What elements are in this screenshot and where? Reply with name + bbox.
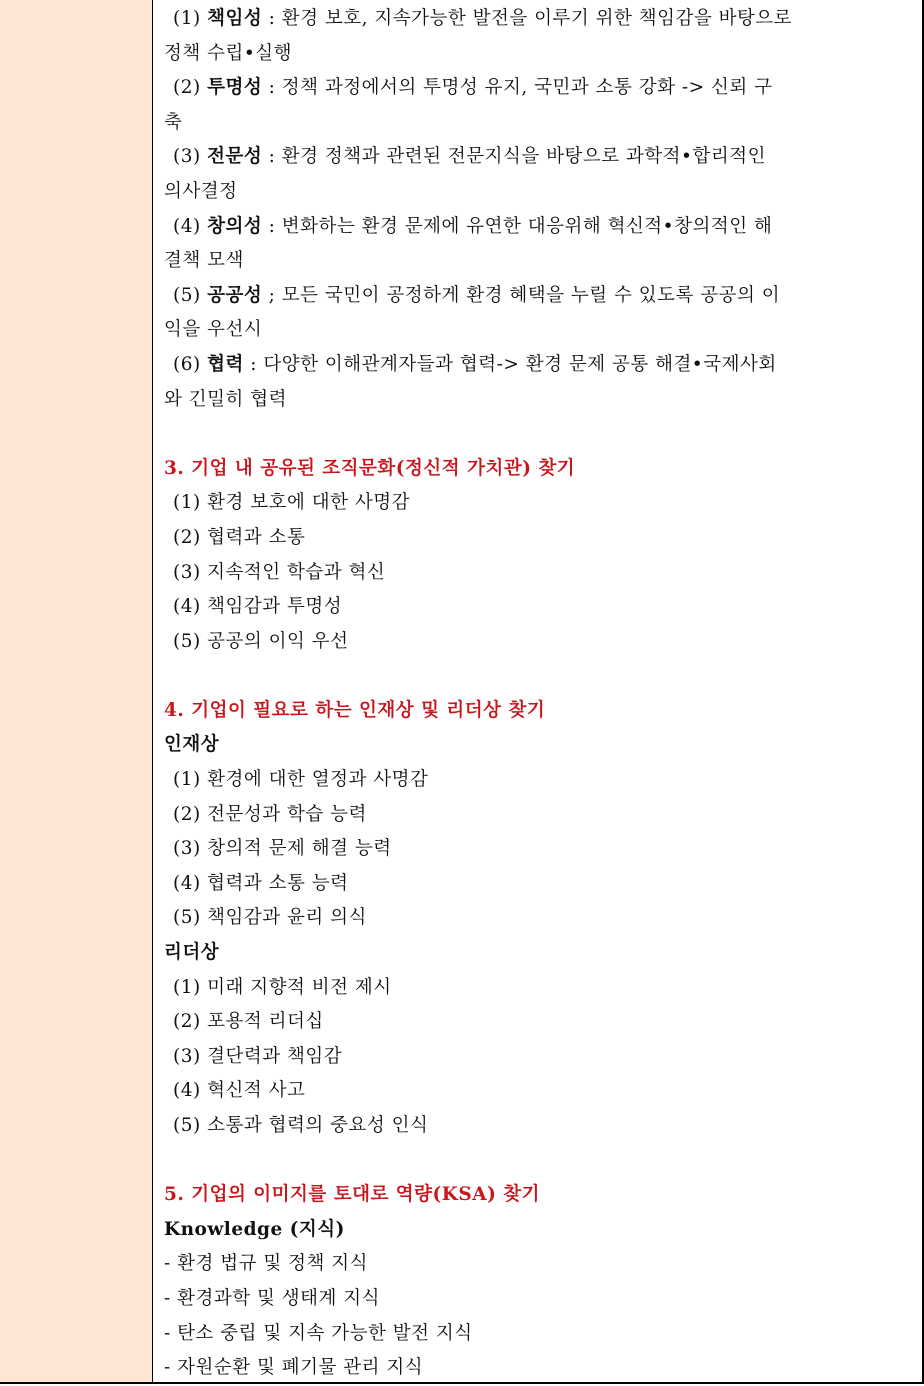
section-heading-talent: 4. 기업이 필요로 하는 인재상 및 리더상 찾기 (164, 699, 546, 721)
table-content-cell (164, 2, 914, 1386)
talent-subheading: 인재상 (164, 734, 220, 756)
value-term: 전문성 (207, 146, 263, 168)
value-item: (1) 책임성 : 환경 보호, 지속가능한 발전을 이루기 위한 책임감을 바탕으로 정책 수립•실행 (164, 8, 793, 64)
list-item: - 환경과학 및 생태계 지식 (164, 1287, 380, 1309)
list-item: (2) 포용적 리더십 (173, 1011, 324, 1033)
value-term: 투명성 (207, 77, 263, 99)
list-item: (3) 창의적 문제 해결 능력 (173, 838, 392, 860)
list-item: (1) 미래 지향적 비전 제시 (173, 976, 392, 998)
list-item: (4) 책임감과 투명성 (173, 596, 343, 618)
list-item: (2) 협력과 소통 (173, 526, 306, 548)
list-item: (1) 환경 보호에 대한 사명감 (173, 492, 410, 514)
section-heading-culture: 3. 기업 내 공유된 조직문화(정신적 가치관) 찾기 (164, 457, 576, 479)
value-term: 책임성 (207, 8, 263, 29)
value-term: 협력 (207, 353, 244, 375)
spacer (164, 1144, 914, 1179)
value-item: (2) 투명성 : 정책 과정에서의 투명성 유지, 국민과 소통 강화 -> 신뢰 구 축 (164, 77, 773, 133)
value-term: 창의성 (207, 215, 263, 237)
list-item: (5) 소통과 협력의 중요성 인식 (173, 1115, 429, 1136)
list-item: (4) 혁신적 사고 (173, 1080, 306, 1102)
list-item: (1) 환경에 대한 열정과 사명감 (173, 769, 429, 791)
value-item: (4) 창의성 : 변화하는 환경 문제에 유연한 대응위해 혁신적•창의적인 해 결책 모색 (164, 215, 773, 272)
value-item: (5) 공공성 ; 모든 국민이 공정하게 환경 혜택을 누릴 수 있도록 공공의 이 익을 우선시 (164, 284, 781, 341)
list-item: (2) 전문성과 학습 능력 (173, 803, 367, 825)
list-item: (3) 결단력과 책임감 (173, 1045, 343, 1067)
list-item: - 자원순환 및 폐기물 관리 지식 (164, 1357, 424, 1379)
leader-subheading: 리더상 (164, 942, 220, 964)
list-item: - 탄소 중립 및 지속 가능한 발전 지식 (164, 1322, 473, 1344)
values-list (164, 2, 914, 417)
value-item: (6) 협력 : 다양한 이해관계자들과 협력-> 환경 문제 공통 해결•국제사회 와 긴밀히 협력 (164, 353, 777, 410)
list-item: (4) 협력과 소통 능력 (173, 872, 349, 894)
list-item: - 환경 법규 및 정책 지식 (164, 1253, 368, 1275)
value-term: 공공성 (207, 284, 263, 306)
list-item: (5) 책임감과 윤리 의식 (173, 907, 367, 929)
section-heading-ksa: 5. 기업의 이미지를 토대로 역량(KSA) 찾기 (164, 1184, 541, 1206)
list-item: (3) 지속적인 학습과 혁신 (173, 561, 386, 583)
list-item: (5) 공공의 이익 우선 (173, 630, 349, 652)
spacer (164, 417, 914, 452)
value-item: (3) 전문성 : 환경 정책과 관련된 전문지식을 바탕으로 과학적•합리적인 의사결정 (164, 146, 766, 202)
spacer (164, 659, 914, 694)
table-label-column (0, 0, 153, 1382)
knowledge-subheading: Knowledge (지식) (164, 1218, 345, 1240)
